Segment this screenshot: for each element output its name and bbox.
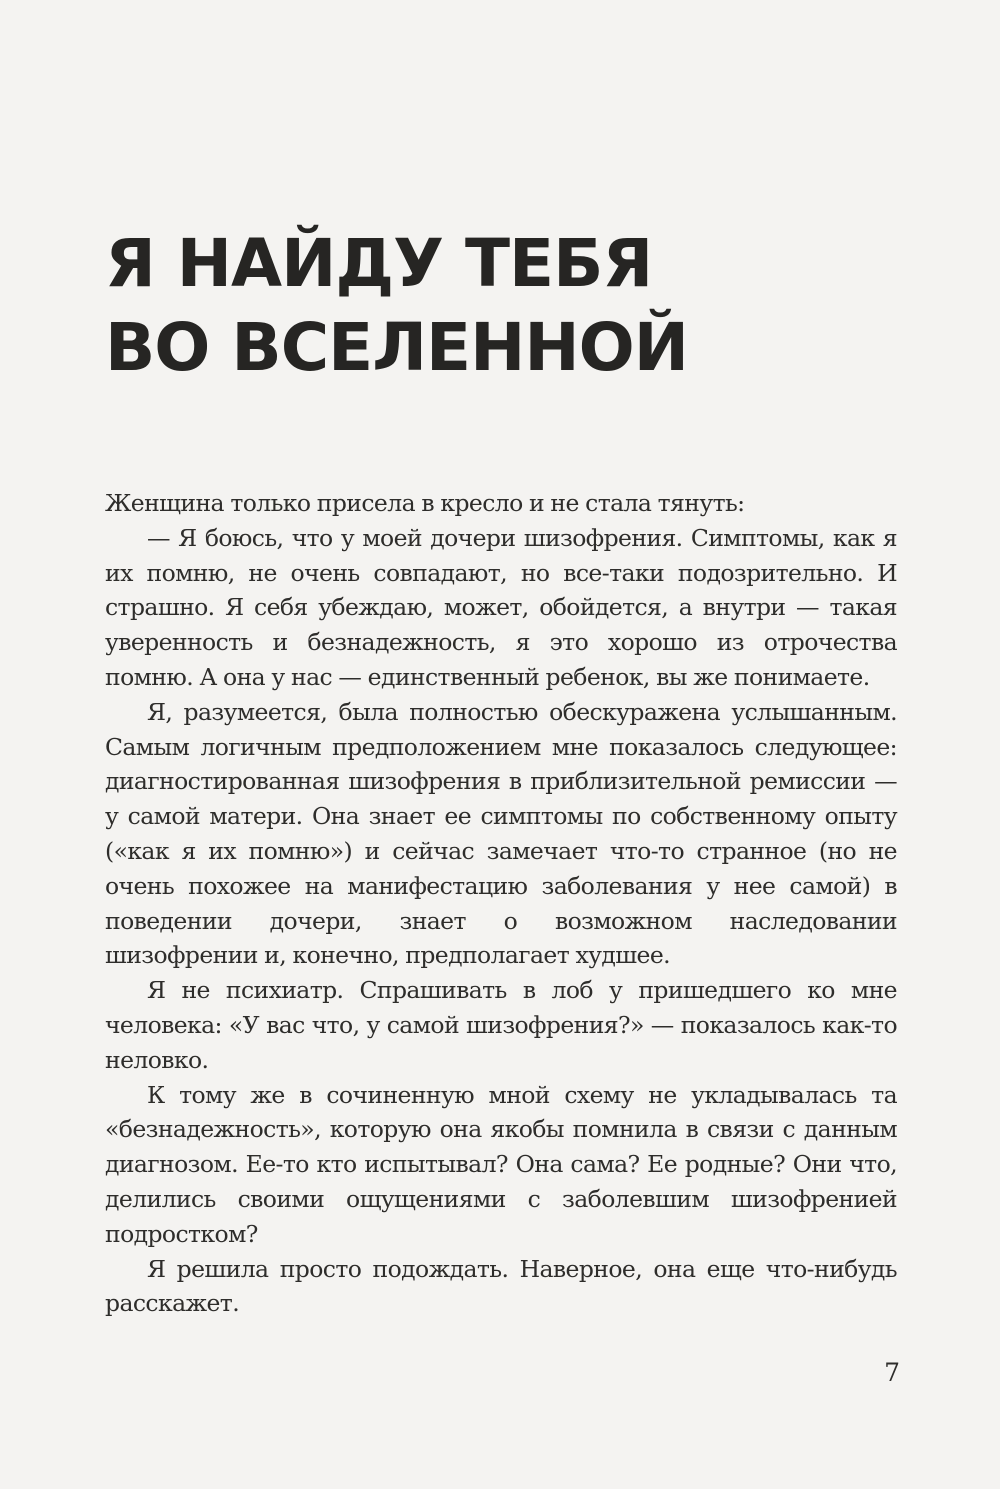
chapter-title-line-1: Я НАЙДУ ТЕБЯ (105, 225, 653, 302)
paragraph-5: К тому же в сочиненную мной схему не укладывалась та «безнадежность», которую она якобы помнила в связи с данным диагнозом. Ее-то кто испытывал? Она сама? Ее родные? Они что, делились своими ощущениями с заболевшим шизофренией подростком? (105, 1080, 897, 1248)
page-number: 7 (884, 1358, 900, 1387)
paragraph-1: Женщина только присела в кресло и не стала тянуть: (105, 489, 745, 517)
chapter-title-line-2: ВО ВСЕЛЕННОЙ (105, 309, 688, 386)
body-text (105, 486, 897, 1321)
paragraph-4: Я не психиатр. Спрашивать в лоб у пришедшего ко мне человека: «У вас что, у самой шизофрения?» — показалось как-то неловко. (105, 976, 897, 1074)
paragraph-6: Я решила просто подождать. Наверное, она еще что-нибудь расскажет. (105, 1254, 897, 1318)
chapter-title (105, 222, 905, 390)
paragraph-2: — Я боюсь, что у моей дочери шизофрения. Симптомы, как я их помню, не очень совпадают, но все-таки подозрительно. И страшно. Я себя убеждаю, может, обойдется, а внутри — такая уверенность и безнадежность, я это хорошо из отрочества помню. А она у нас — единственный ребенок, вы же понимаете. (105, 523, 897, 691)
paragraph-3: Я, разумеется, была полностью обескуражена услышанным. Самым логичным предположением мне показалось следующее: диагностированная шизофрения в приблизительной ремиссии — у самой матери. Она знает ее симптомы по собственному опыту («как я их помню») и сейчас замечает что-то странное (но не очень похожее на манифестацию заболевания у нее самой) в поведении дочери, знает о возможном наследовании шизофрении и, конечно, предполагает худшее. (105, 697, 897, 970)
